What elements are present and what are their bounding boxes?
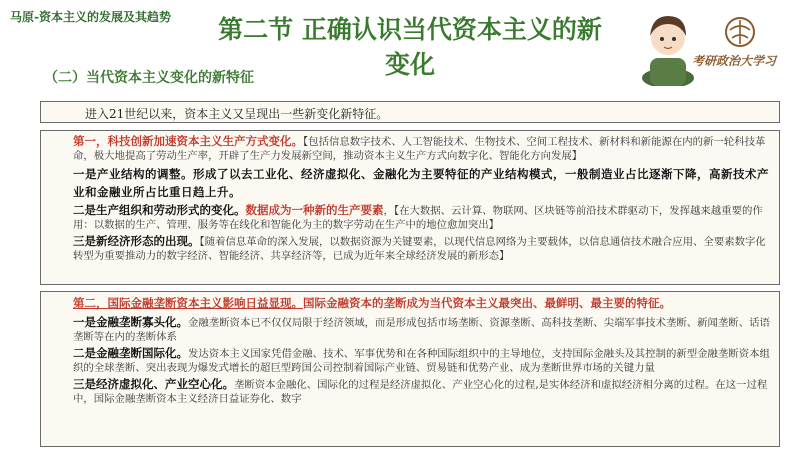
box1-point1 <box>49 165 771 201</box>
box1-lead-text: 【包括信息数字技术、人工智能技术、生物技术、空间工程技术、新材料和新能源在内的新一轮科技革命，极大地提高了劳动生产率，开辟了生产力发展新空间，推动资本主义生产方式向数字化、智能化方向发展】 <box>73 136 766 162</box>
box2-lead-highlight: 国际金融资本的垄断成为当代资本主义最突出、最鲜明、最主要的特征。 <box>303 296 671 310</box>
box1-point3-text: 【随着信息革命的深入发展，以数据资源为关键要素，以现代信息网络为主要载体，以信息通信技术融合应用、全要素数字化转型为重要推动力的数字经济、智能经济、共享经济等，已成为近年来全球经济发展的新形态】 <box>73 236 766 262</box>
box2-point3-text: 垄断资本金融化、国际化的过程是经济虚拟化、产业空心化的过程,是实体经济和虚拟经济相分离的过程。在这一过程中，国际金融垄断资本主义经济日益证券化、数字 <box>73 379 768 405</box>
box1-lead-heading: 第一，科技创新加速资本主义生产方式变化。 <box>73 134 303 148</box>
box2-point3 <box>49 377 771 406</box>
box1-point2-heading: 二是生产组织和劳动形式的变化。 <box>73 203 246 217</box>
box2-point1-text: 金融垄断资本已不仅仅局限于经济领域，而是形成包括市场垄断、资源垄断、高科技垄断、尖端军事技术垄断、新闻垄断、话语垄断等在内的垄断体系 <box>73 317 770 343</box>
page-title-line1: 第二节 正确认识当代资本主义的新 <box>218 15 602 44</box>
box2-point1 <box>49 315 771 344</box>
box2-point2-text: 发达资本主义国家凭借金融、技术、军事优势和在各种国际组织中的主导地位，支持国际金融头及其控制的新型金融垄断资本组织的全球垄断、突出表现为爆发式增长的超巨型跨国公司控制着国际产业链、贸易链和优势产业、成为垄断世界市场的关键力量 <box>73 348 770 374</box>
feature-box-tech <box>40 130 780 285</box>
box1-point3-heading: 三是新经济形态的出现。 <box>73 234 200 248</box>
box2-point2-heading: 二是金融垄断国际化。 <box>73 346 188 360</box>
box1-lead <box>49 134 771 163</box>
box2-point2 <box>49 346 771 375</box>
intro-box <box>40 101 780 123</box>
logo <box>640 8 790 86</box>
intro-text: 进入21世纪以来，资本主义又呈现出一些新变化新特征。 <box>85 107 389 121</box>
box1-point2-highlight: 数据成为一种新的生产要素 <box>245 203 384 217</box>
box2-lead <box>49 295 771 313</box>
logo-text: 考研政治大学习 <box>692 54 777 68</box>
box2-point1-heading: 一是金融垄断寡头化。 <box>73 315 188 329</box>
box2-lead-heading: 第二，国际金融垄断资本主义影响日益显现。 <box>73 296 303 310</box>
box1-point1-text: 一是产业结构的调整。形成了以去工业化、经济虚拟化、金融化为主要特征的产业结构模式，一般制造业占比逐渐下降，高新技术产业和金融业所占比重日趋上升。 <box>73 167 769 199</box>
box1-point2-text: ，【在大数据、云计算、物联网、区块链等前沿技术群驱动下，发挥越来越重要的作用：以数据的生产、管理、服务等在线化和智能化为主的数字劳动在生产中的地位愈加突出】 <box>73 205 763 231</box>
avatar-illustration <box>640 8 790 86</box>
box1-point2 <box>49 203 771 232</box>
course-title: 马原-资本主义的发展及其趋势 <box>10 10 171 24</box>
section-heading: （二）当代资本主义变化的新特征 <box>44 70 254 86</box>
page-title <box>200 12 620 82</box>
feature-box-finance <box>40 291 780 447</box>
box2-point3-heading: 三是经济虚拟化、产业空心化。 <box>73 377 234 391</box>
page-title-line2: 变化 <box>384 50 435 79</box>
box1-point3 <box>49 234 771 263</box>
